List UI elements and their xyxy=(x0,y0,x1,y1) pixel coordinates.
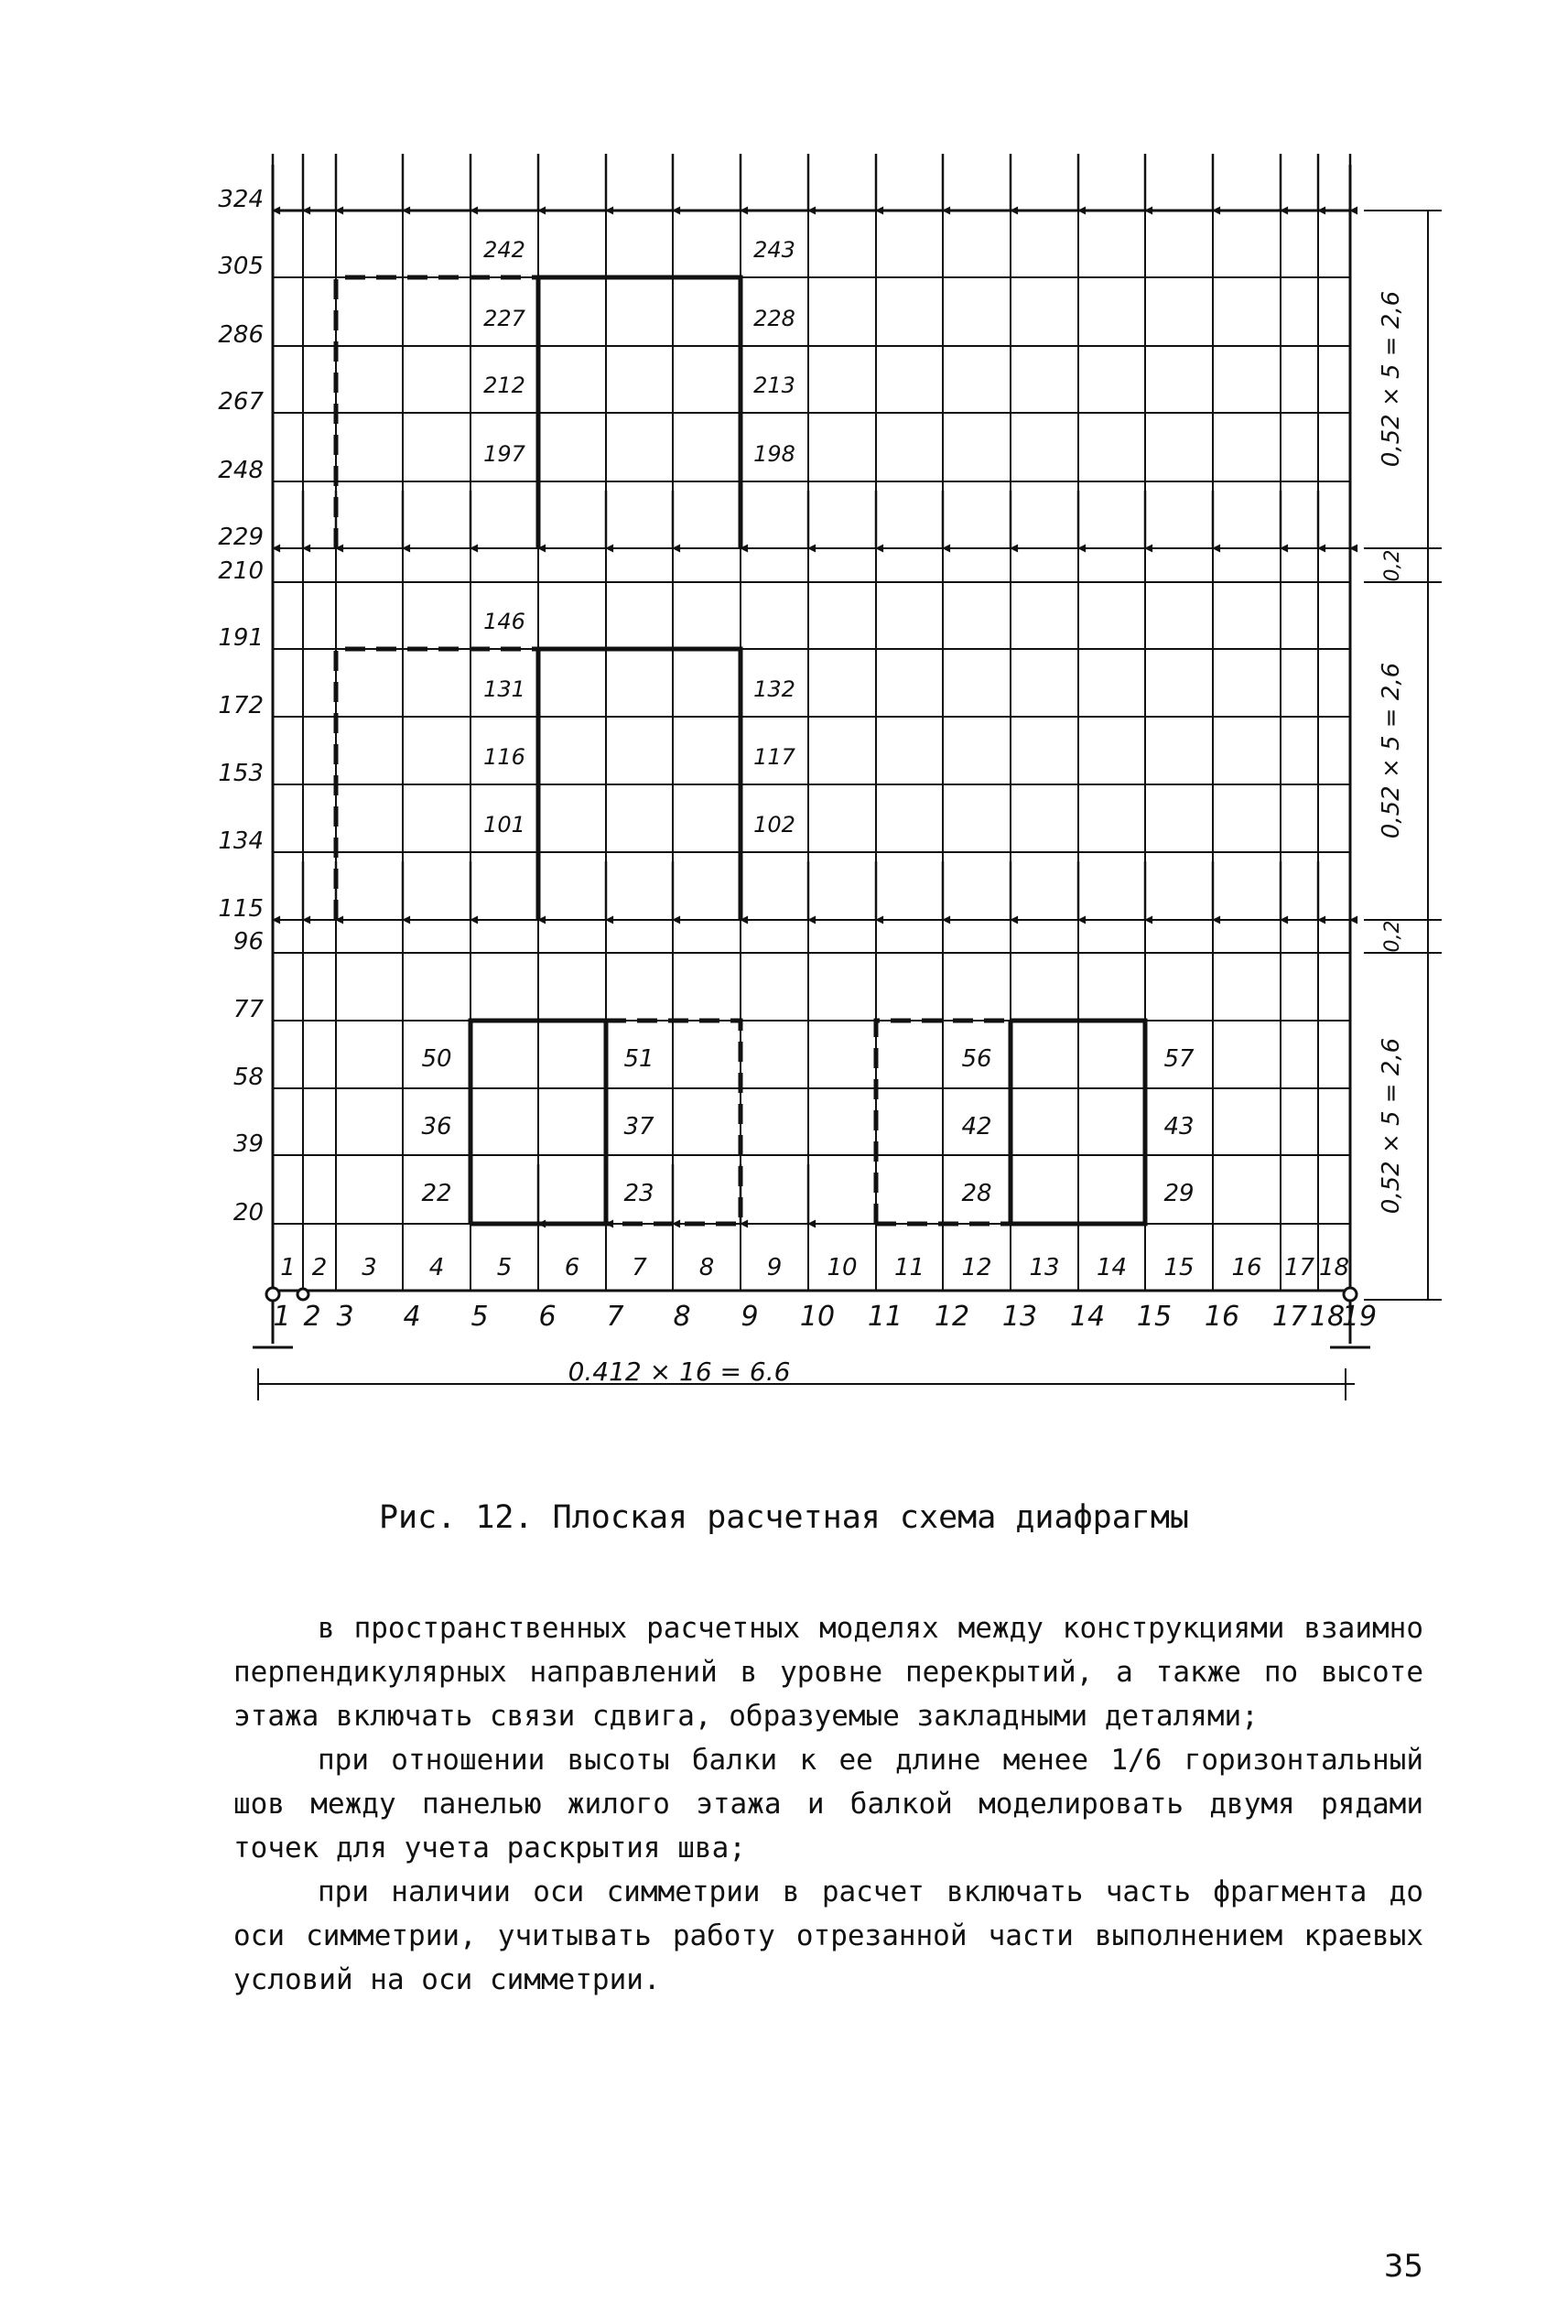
element-label: 42 xyxy=(961,1113,992,1140)
element-label: 56 xyxy=(961,1045,992,1073)
row-label: 324 xyxy=(218,186,264,213)
element-label: 227 xyxy=(483,306,525,331)
element-label: 57 xyxy=(1163,1045,1195,1073)
element-label: 132 xyxy=(753,676,795,702)
vertical-dimension-label: 0,2 xyxy=(1381,549,1404,582)
node-label: 9 xyxy=(741,1301,759,1333)
strip-column-label: 12 xyxy=(961,1254,992,1281)
strip-column-label: 5 xyxy=(496,1254,513,1281)
node-label: 19 xyxy=(1341,1301,1378,1333)
node-label: 4 xyxy=(403,1301,421,1333)
element-label: 37 xyxy=(623,1113,654,1140)
row-label: 248 xyxy=(218,457,264,484)
row-label: 210 xyxy=(218,557,264,585)
element-label: 197 xyxy=(483,441,525,467)
row-label: 172 xyxy=(218,692,264,719)
paragraph-1: в пространственных расчетных моделях между конструкциями взаимно перпендикулярных направлений в уровне перекрытий, а также по высоте этажа включать связи сдвига, образуемые закладными деталями; xyxy=(233,1612,1423,1733)
row-label: 153 xyxy=(218,760,264,787)
element-label: 243 xyxy=(753,237,795,263)
element-label: 28 xyxy=(961,1180,992,1207)
strip-column-label: 16 xyxy=(1231,1254,1262,1281)
strip-column-label: 1 xyxy=(280,1254,296,1281)
row-label: 20 xyxy=(232,1199,264,1227)
node-label: 7 xyxy=(606,1301,624,1333)
strip-column-label: 11 xyxy=(893,1254,925,1281)
strip-column-label: 10 xyxy=(827,1254,858,1281)
vertical-dimension-label: 0,52 × 5 = 2,6 xyxy=(1378,290,1405,468)
row-label: 286 xyxy=(218,321,264,349)
node-label: 2 xyxy=(303,1301,321,1333)
row-label: 267 xyxy=(218,388,264,416)
element-label: 23 xyxy=(623,1180,654,1207)
node-label: 10 xyxy=(799,1301,836,1333)
row-label: 96 xyxy=(232,928,264,956)
figure-caption: Рис. 12. Плоская расчетная схема диафрагмы xyxy=(378,1499,1189,1536)
strip-column-label: 8 xyxy=(698,1254,715,1281)
node-label: 18 xyxy=(1309,1301,1346,1333)
node-2-support xyxy=(297,1289,308,1300)
element-label: 22 xyxy=(421,1180,452,1207)
row-label: 58 xyxy=(232,1064,264,1091)
element-label: 146 xyxy=(483,609,525,634)
row-label: 229 xyxy=(218,524,264,551)
element-label: 36 xyxy=(421,1113,452,1140)
node-label: 5 xyxy=(470,1301,489,1333)
strip-column-label: 4 xyxy=(428,1254,445,1281)
element-label: 212 xyxy=(483,373,525,398)
row-label: 77 xyxy=(232,996,264,1023)
element-label: 102 xyxy=(753,812,795,838)
element-label: 228 xyxy=(753,306,795,331)
element-label: 117 xyxy=(753,744,795,770)
element-label: 43 xyxy=(1163,1113,1195,1140)
element-label: 242 xyxy=(483,237,525,263)
element-label: 213 xyxy=(753,373,795,398)
node-label: 14 xyxy=(1069,1301,1106,1333)
strip-column-label: 15 xyxy=(1163,1254,1195,1281)
paragraph-2: при отношении высоты балки к ее длине менее 1/6 горизонтальный шов между панелью жилого этажа и балкой моделировать двумя рядами точек для учета раскрытия шва; xyxy=(233,1744,1423,1865)
node-label: 6 xyxy=(538,1301,557,1333)
node-label: 8 xyxy=(673,1301,691,1333)
row-label: 115 xyxy=(218,895,264,923)
vertical-dimension-label: 0,52 × 5 = 2,6 xyxy=(1378,662,1405,839)
body-text xyxy=(233,1606,1423,2002)
node-label: 15 xyxy=(1136,1301,1173,1333)
horizontal-dimension-label: 0.412 × 16 = 6.6 xyxy=(568,1357,791,1387)
strip-column-label: 3 xyxy=(362,1254,377,1281)
strip-column-label: 7 xyxy=(632,1254,647,1281)
row-label: 305 xyxy=(218,253,264,280)
strip-column-label: 17 xyxy=(1283,1254,1315,1281)
strip-column-label: 14 xyxy=(1096,1254,1128,1281)
row-label: 39 xyxy=(232,1130,264,1158)
row-label: 134 xyxy=(218,827,264,855)
panel-outlines xyxy=(336,277,1145,1224)
figure-labels xyxy=(218,186,1405,1387)
right-support xyxy=(1344,1288,1357,1301)
node-label: 3 xyxy=(336,1301,354,1333)
node-label: 13 xyxy=(1001,1301,1038,1333)
element-label: 101 xyxy=(483,812,525,838)
node-label: 1 xyxy=(273,1301,291,1333)
strip-column-label: 13 xyxy=(1029,1254,1060,1281)
vertical-dimension-label: 0,52 × 5 = 2,6 xyxy=(1378,1037,1405,1215)
element-label: 131 xyxy=(483,676,525,702)
element-label: 29 xyxy=(1163,1180,1195,1207)
vertical-dimension-label: 0,2 xyxy=(1381,920,1404,953)
row-label: 191 xyxy=(218,624,264,652)
node-label: 11 xyxy=(867,1301,903,1333)
left-support xyxy=(266,1288,279,1301)
node-label: 17 xyxy=(1271,1301,1308,1333)
dimension-lines xyxy=(253,211,1442,1400)
element-label: 50 xyxy=(421,1045,452,1073)
element-label: 51 xyxy=(623,1045,654,1073)
element-label: 116 xyxy=(483,744,525,770)
strip-column-label: 6 xyxy=(564,1254,580,1281)
strip-column-label: 18 xyxy=(1318,1254,1350,1281)
strip-column-label: 2 xyxy=(311,1254,328,1281)
node-label: 16 xyxy=(1204,1301,1240,1333)
paragraph-3: при наличии оси симметрии в расчет включать часть фрагмента до оси симметрии, учитывать работу отрезанной части выполнением краевых условий на оси симметрии. xyxy=(233,1875,1423,1996)
page-number: 35 xyxy=(1383,2248,1423,2285)
node-label: 12 xyxy=(934,1301,970,1333)
element-label: 198 xyxy=(753,441,795,467)
strip-column-label: 9 xyxy=(766,1254,783,1281)
